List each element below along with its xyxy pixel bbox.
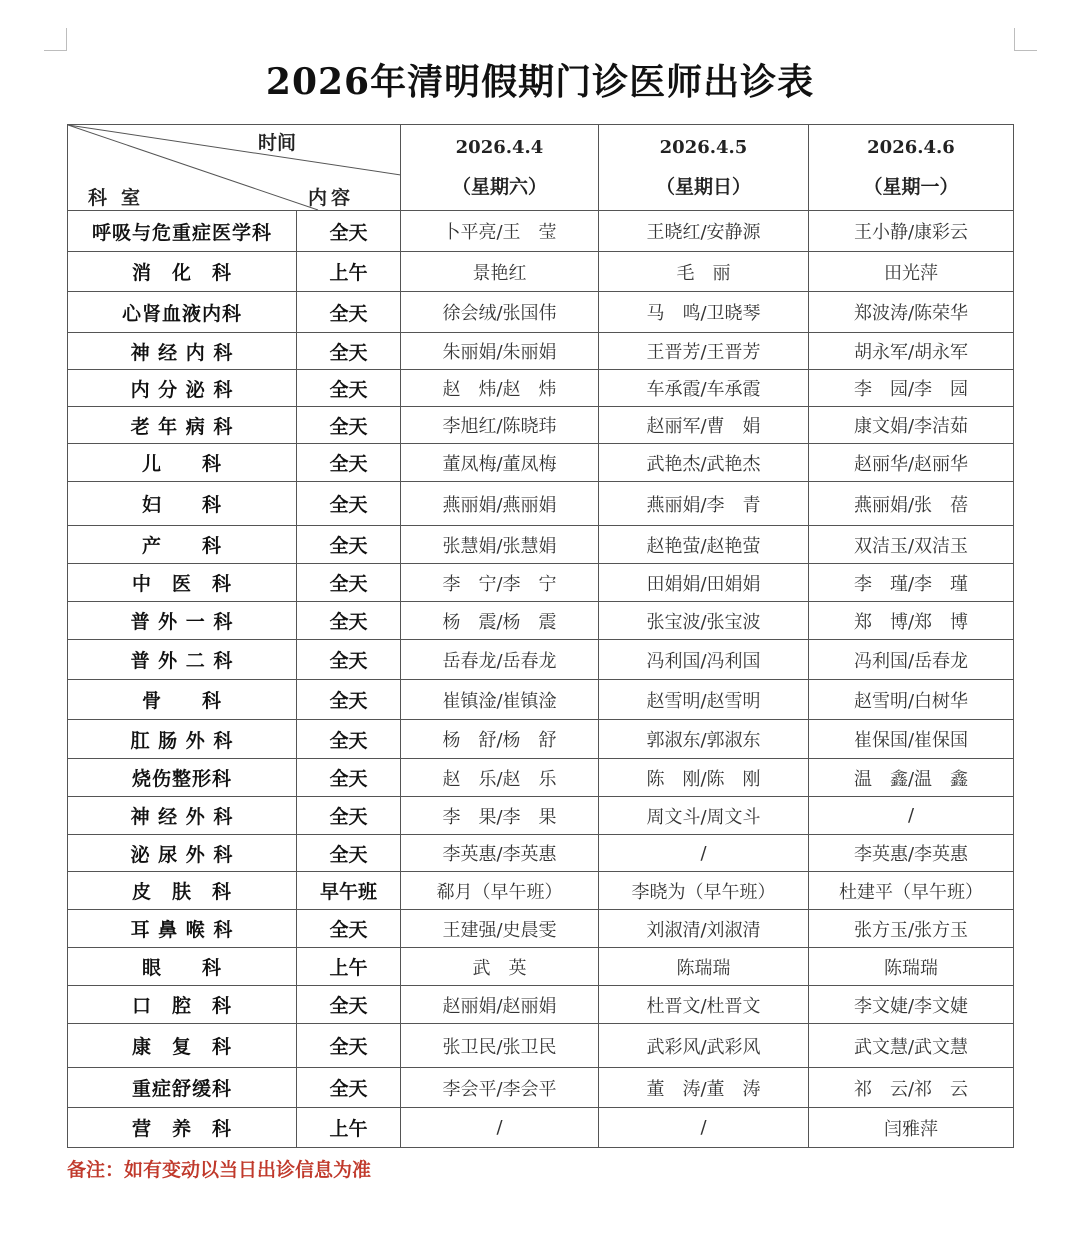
table-row (68, 211, 1014, 252)
table-row (68, 1024, 1014, 1068)
doctor-cell-day3: 闫雅萍 (809, 1108, 1014, 1148)
doctor-cell-day2: 王晋芳/王晋芳 (599, 333, 809, 370)
doctor-cell-day1: 岳春龙/岳春龙 (401, 640, 599, 680)
doctor-cell-day2: 陈瑞瑞 (599, 948, 809, 986)
department-cell: 骨 科 (68, 680, 297, 720)
doctor-cell-day3: 武文慧/武文慧 (809, 1024, 1014, 1068)
doctor-cell-day3: 赵丽华/赵丽华 (809, 444, 1014, 482)
table-row (68, 407, 1014, 444)
department-cell: 营 养 科 (68, 1108, 297, 1148)
department-cell: 儿 科 (68, 444, 297, 482)
department-cell: 耳 鼻 喉 科 (68, 910, 297, 948)
doctor-cell-day1: 李 宁/李 宁 (401, 564, 599, 602)
session-cell: 全天 (297, 564, 401, 602)
department-cell: 眼 科 (68, 948, 297, 986)
table-row (68, 797, 1014, 835)
weekday-label: （星期六） (451, 175, 547, 198)
doctor-cell-day3: 赵雪明/白树华 (809, 680, 1014, 720)
doctor-cell-day3: 李文婕/李文婕 (809, 986, 1014, 1024)
doctor-cell-day3: 胡永军/胡永军 (809, 333, 1014, 370)
department-cell: 内 分 泌 科 (68, 370, 297, 407)
table-row (68, 444, 1014, 482)
doctor-cell-day3: 祁 云/祁 云 (809, 1068, 1014, 1108)
header-dept-label: 科室 (88, 187, 155, 209)
doctor-cell-day3: 康文娟/李洁茹 (809, 407, 1014, 444)
doctor-cell-day2: 毛 丽 (599, 252, 809, 292)
table-row (68, 680, 1014, 720)
date-header-2 (599, 125, 809, 211)
table-row (68, 370, 1014, 407)
doctor-cell-day1: 董凤梅/董凤梅 (401, 444, 599, 482)
doctor-cell-day2: 王晓红/安静源 (599, 211, 809, 252)
doctor-cell-day2: 赵雪明/赵雪明 (599, 680, 809, 720)
doctor-cell-day1: 张卫民/张卫民 (401, 1024, 599, 1068)
table-row (68, 910, 1014, 948)
doctor-cell-day2: 车承霞/车承霞 (599, 370, 809, 407)
session-cell: 上午 (297, 948, 401, 986)
doctor-cell-day3: 郑 博/郑 博 (809, 602, 1014, 640)
table-row (68, 292, 1014, 333)
doctor-cell-day1: 李 果/李 果 (401, 797, 599, 835)
doctor-cell-day1: 景艳红 (401, 252, 599, 292)
session-cell: 全天 (297, 482, 401, 526)
session-cell: 全天 (297, 1024, 401, 1068)
session-cell: 全天 (297, 759, 401, 797)
table-row (68, 986, 1014, 1024)
doctor-cell-day1: / (401, 1108, 599, 1148)
date-header-1 (401, 125, 599, 211)
doctor-cell-day3: 杜建平（早午班） (809, 872, 1014, 910)
doctor-cell-day2: 杜晋文/杜晋文 (599, 986, 809, 1024)
department-cell: 重症舒缓科 (68, 1068, 297, 1108)
doctor-cell-day2: 马 鸣/卫晓琴 (599, 292, 809, 333)
page-title: 2026年清明假期门诊医师出诊表 (265, 61, 815, 103)
department-cell: 老 年 病 科 (68, 407, 297, 444)
doctor-cell-day3: 温 鑫/温 鑫 (809, 759, 1014, 797)
doctor-cell-day1: 李英惠/李英惠 (401, 835, 599, 872)
doctor-cell-day3: 冯利国/岳春龙 (809, 640, 1014, 680)
table-header-row (68, 125, 1014, 211)
doctor-cell-day3: 李 园/李 园 (809, 370, 1014, 407)
department-cell: 妇 科 (68, 482, 297, 526)
doctor-cell-day1: 朱丽娟/朱丽娟 (401, 333, 599, 370)
department-cell: 烧伤整形科 (68, 759, 297, 797)
table-row (68, 482, 1014, 526)
department-cell: 泌 尿 外 科 (68, 835, 297, 872)
session-cell: 全天 (297, 444, 401, 482)
doctor-cell-day3: 郑波涛/陈荣华 (809, 292, 1014, 333)
department-cell: 肛 肠 外 科 (68, 720, 297, 759)
doctor-cell-day1: 燕丽娟/燕丽娟 (401, 482, 599, 526)
doctor-cell-day2: / (599, 1108, 809, 1148)
table-row (68, 526, 1014, 564)
session-cell: 上午 (297, 252, 401, 292)
doctor-cell-day2: 陈 刚/陈 刚 (599, 759, 809, 797)
doctor-cell-day3: 张方玉/张方玉 (809, 910, 1014, 948)
doctor-cell-day1: 王建强/史晨雯 (401, 910, 599, 948)
doctor-cell-day2: 周文斗/周文斗 (599, 797, 809, 835)
page-corner-mark-left (44, 28, 67, 51)
header-content-label: 内容 (308, 187, 355, 209)
doctor-cell-day2: 郭淑东/郭淑东 (599, 720, 809, 759)
session-cell: 全天 (297, 986, 401, 1024)
doctor-cell-day2: 刘淑清/刘淑清 (599, 910, 809, 948)
table-row (68, 564, 1014, 602)
doctor-cell-day2: 张宝波/张宝波 (599, 602, 809, 640)
doctor-cell-day3: 双洁玉/双洁玉 (809, 526, 1014, 564)
doctor-cell-day2: 武彩风/武彩风 (599, 1024, 809, 1068)
doctor-cell-day3: 李英惠/李英惠 (809, 835, 1014, 872)
session-cell: 全天 (297, 720, 401, 759)
table-row (68, 872, 1014, 910)
session-cell: 全天 (297, 797, 401, 835)
schedule-table (67, 124, 1014, 1148)
session-cell: 全天 (297, 835, 401, 872)
doctor-cell-day1: 赵丽娟/赵丽娟 (401, 986, 599, 1024)
table-row (68, 333, 1014, 370)
header-time-label: 时间 (258, 132, 297, 154)
table-row (68, 948, 1014, 986)
session-cell: 全天 (297, 1068, 401, 1108)
weekday-label: （星期一） (863, 175, 959, 198)
department-cell: 呼吸与危重症医学科 (68, 211, 297, 252)
diagonal-header-cell (68, 125, 401, 211)
table-row (68, 1108, 1014, 1148)
doctor-cell-day1: 李会平/李会平 (401, 1068, 599, 1108)
session-cell: 全天 (297, 680, 401, 720)
table-row (68, 759, 1014, 797)
page-corner-mark-right (1014, 28, 1037, 51)
table-row (68, 602, 1014, 640)
table-row (68, 640, 1014, 680)
department-cell: 皮 肤 科 (68, 872, 297, 910)
doctor-cell-day1: 郗月（早午班） (401, 872, 599, 910)
department-cell: 普 外 二 科 (68, 640, 297, 680)
doctor-cell-day1: 徐会绒/张国伟 (401, 292, 599, 333)
doctor-cell-day1: 武 英 (401, 948, 599, 986)
department-cell: 消 化 科 (68, 252, 297, 292)
session-cell: 全天 (297, 370, 401, 407)
session-cell: 全天 (297, 333, 401, 370)
department-cell: 心肾血液内科 (68, 292, 297, 333)
session-cell: 全天 (297, 602, 401, 640)
weekday-label: （星期日） (655, 175, 751, 198)
doctor-cell-day2: 赵艳萤/赵艳萤 (599, 526, 809, 564)
doctor-cell-day1: 崔镇淦/崔镇淦 (401, 680, 599, 720)
date-label: 2026.4.5 (659, 136, 748, 158)
doctor-cell-day2: 武艳杰/武艳杰 (599, 444, 809, 482)
doctor-cell-day2: 李晓为（早午班） (599, 872, 809, 910)
doctor-cell-day1: 李旭红/陈晓玮 (401, 407, 599, 444)
doctor-cell-day2: 冯利国/冯利国 (599, 640, 809, 680)
department-cell: 神 经 外 科 (68, 797, 297, 835)
session-cell: 全天 (297, 211, 401, 252)
doctor-cell-day2: 田娟娟/田娟娟 (599, 564, 809, 602)
department-cell: 康 复 科 (68, 1024, 297, 1068)
doctor-cell-day1: 杨 震/杨 震 (401, 602, 599, 640)
department-cell: 普 外 一 科 (68, 602, 297, 640)
department-cell: 产 科 (68, 526, 297, 564)
session-cell: 早午班 (297, 872, 401, 910)
department-cell: 神 经 内 科 (68, 333, 297, 370)
doctor-cell-day3: 田光萍 (809, 252, 1014, 292)
date-label: 2026.4.4 (455, 136, 544, 158)
table-row (68, 835, 1014, 872)
doctor-cell-day1: 卜平亮/王 莹 (401, 211, 599, 252)
footnote: 备注：如有变动以当日出诊信息为准 (67, 1159, 372, 1181)
doctor-cell-day3: 王小静/康彩云 (809, 211, 1014, 252)
doctor-cell-day3: 李 瑾/李 瑾 (809, 564, 1014, 602)
doctor-cell-day1: 赵 炜/赵 炜 (401, 370, 599, 407)
session-cell: 全天 (297, 526, 401, 564)
doctor-cell-day2: / (599, 835, 809, 872)
date-label: 2026.4.6 (867, 136, 955, 158)
doctor-cell-day3: 崔保国/崔保国 (809, 720, 1014, 759)
doctor-cell-day1: 张慧娟/张慧娟 (401, 526, 599, 564)
session-cell: 全天 (297, 910, 401, 948)
department-cell: 口 腔 科 (68, 986, 297, 1024)
doctor-cell-day2: 董 涛/董 涛 (599, 1068, 809, 1108)
session-cell: 全天 (297, 292, 401, 333)
department-cell: 中 医 科 (68, 564, 297, 602)
table-row (68, 1068, 1014, 1108)
doctor-cell-day2: 燕丽娟/李 青 (599, 482, 809, 526)
doctor-cell-day1: 赵 乐/赵 乐 (401, 759, 599, 797)
doctor-cell-day2: 赵丽军/曹 娟 (599, 407, 809, 444)
table-row (68, 720, 1014, 759)
session-cell: 全天 (297, 407, 401, 444)
doctor-cell-day3: 燕丽娟/张 蓓 (809, 482, 1014, 526)
doctor-cell-day1: 杨 舒/杨 舒 (401, 720, 599, 759)
doctor-cell-day3: / (809, 797, 1014, 835)
session-cell: 上午 (297, 1108, 401, 1148)
table-row (68, 252, 1014, 292)
session-cell: 全天 (297, 640, 401, 680)
doctor-cell-day3: 陈瑞瑞 (809, 948, 1014, 986)
date-header-3 (809, 125, 1014, 211)
